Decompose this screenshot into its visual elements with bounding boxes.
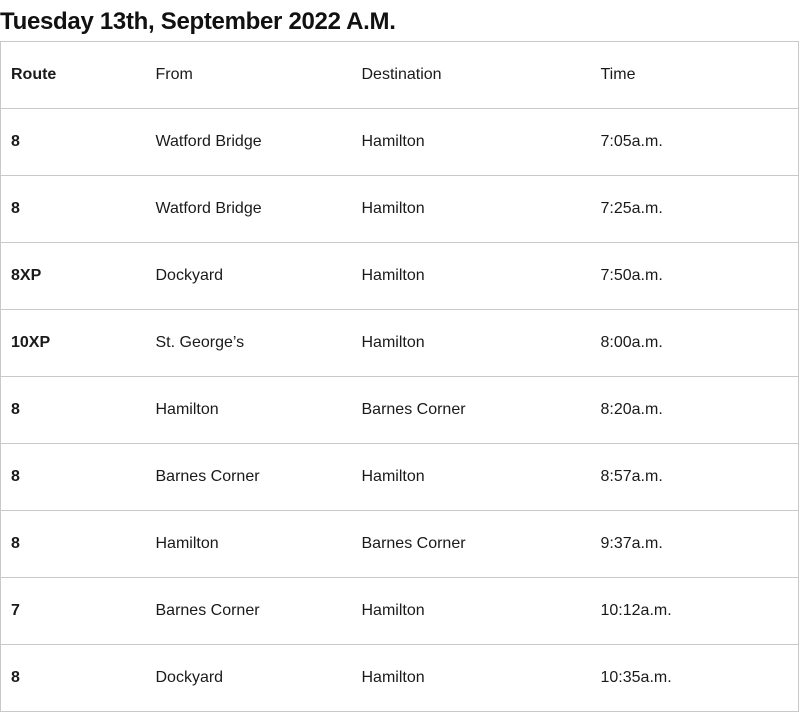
table-row — [1, 511, 799, 578]
cell-from: Dockyard — [146, 243, 352, 310]
cell-destination: Barnes Corner — [352, 377, 591, 444]
cell-destination: Hamilton — [352, 310, 591, 377]
cell-from: Watford Bridge — [146, 109, 352, 176]
cell-time: 7:50a.m. — [591, 243, 799, 310]
cell-from: Hamilton — [146, 377, 352, 444]
cell-time: 7:25a.m. — [591, 176, 799, 243]
table-header — [1, 42, 799, 109]
table-row — [1, 310, 799, 377]
cell-from: Dockyard — [146, 645, 352, 712]
bus-schedule-table — [0, 41, 799, 712]
table-row — [1, 243, 799, 310]
cell-destination: Hamilton — [352, 578, 591, 645]
cell-route: 8 — [1, 176, 146, 243]
cell-destination: Hamilton — [352, 243, 591, 310]
table-row — [1, 109, 799, 176]
cell-time: 10:35a.m. — [591, 645, 799, 712]
cell-time: 8:57a.m. — [591, 444, 799, 511]
header-row — [1, 42, 799, 109]
cell-route: 8 — [1, 645, 146, 712]
cell-from: Hamilton — [146, 511, 352, 578]
table-row — [1, 176, 799, 243]
cell-route: 10XP — [1, 310, 146, 377]
cell-destination: Hamilton — [352, 645, 591, 712]
table-row — [1, 645, 799, 712]
cell-from: Barnes Corner — [146, 444, 352, 511]
header-from: From — [146, 42, 352, 109]
cell-from: Barnes Corner — [146, 578, 352, 645]
cell-destination: Hamilton — [352, 109, 591, 176]
cell-destination: Hamilton — [352, 176, 591, 243]
cell-time: 9:37a.m. — [591, 511, 799, 578]
cell-time: 10:12a.m. — [591, 578, 799, 645]
cell-route: 8 — [1, 444, 146, 511]
header-route: Route — [1, 42, 146, 109]
cell-from: St. George’s — [146, 310, 352, 377]
header-time: Time — [591, 42, 799, 109]
table-row — [1, 377, 799, 444]
table-body — [1, 109, 799, 712]
cell-route: 8XP — [1, 243, 146, 310]
cell-destination: Hamilton — [352, 444, 591, 511]
cell-from: Watford Bridge — [146, 176, 352, 243]
table-row — [1, 578, 799, 645]
cell-time: 7:05a.m. — [591, 109, 799, 176]
cell-time: 8:20a.m. — [591, 377, 799, 444]
cell-time: 8:00a.m. — [591, 310, 799, 377]
cell-destination: Barnes Corner — [352, 511, 591, 578]
cell-route: 8 — [1, 109, 146, 176]
header-destination: Destination — [352, 42, 591, 109]
cell-route: 7 — [1, 578, 146, 645]
page-title: Tuesday 13th, September 2022 A.M. — [0, 8, 396, 35]
cell-route: 8 — [1, 377, 146, 444]
cell-route: 8 — [1, 511, 146, 578]
table-row — [1, 444, 799, 511]
